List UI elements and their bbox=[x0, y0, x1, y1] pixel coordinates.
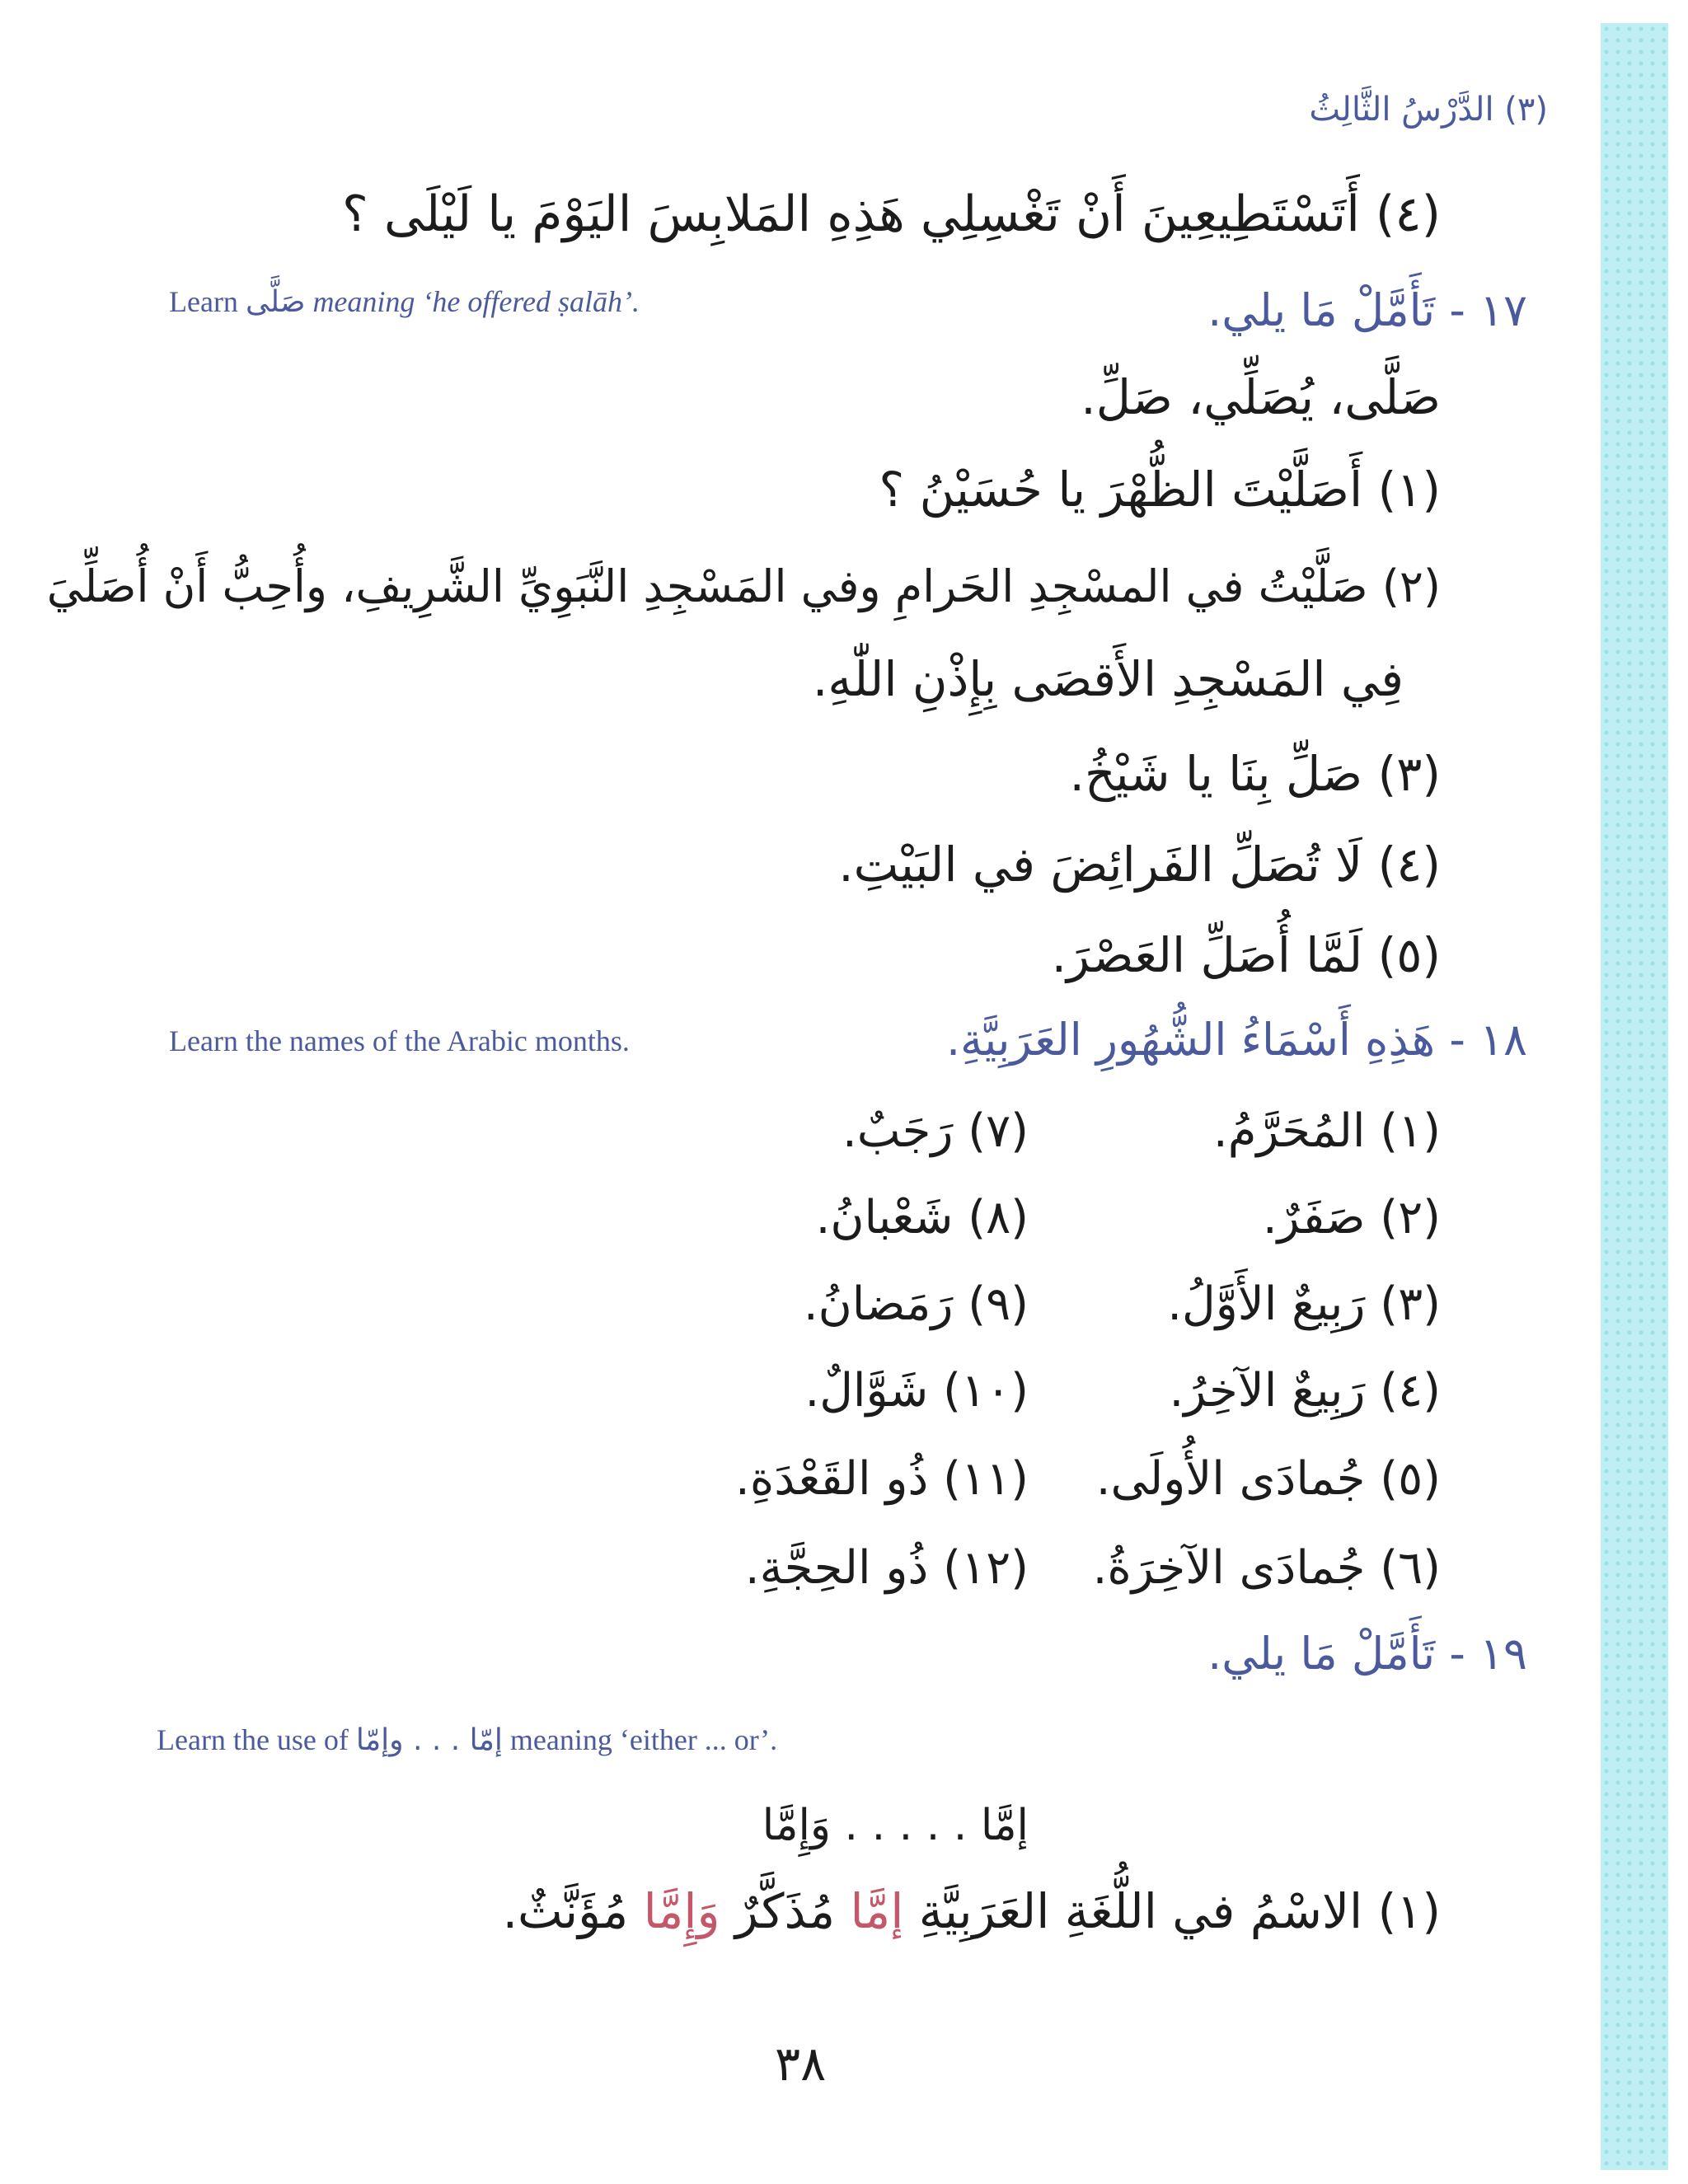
example-text: مُذَكَّرٌ bbox=[734, 1883, 836, 1939]
month-item: (١٢) ذُو الحِجَّةِ. bbox=[744, 1541, 1029, 1595]
month-item: (١٠) شَوَّالٌ. bbox=[804, 1364, 1029, 1418]
decorative-side-strip bbox=[1601, 23, 1668, 2170]
section-18-note: Learn the names of the Arabic months. bbox=[169, 1024, 630, 1057]
month-item: (٧) رَجَبٌ. bbox=[842, 1104, 1029, 1158]
page-number: ٣٨ bbox=[775, 2036, 827, 2092]
section-18-heading: ١٨ - هَذِهِ أَسْمَاءُ الشُّهُورِ العَرَبِيَّةِ. bbox=[946, 1014, 1527, 1066]
highlight-imma: إمَّا bbox=[850, 1883, 904, 1939]
list-item: (٤) لَا تُصَلِّ الفَرائِضَ في البَيْتِ. bbox=[838, 837, 1441, 893]
list-item: (٣) صَلِّ بِنَا يا شَيْخُ. bbox=[1069, 746, 1441, 802]
note-text: Learn the use of bbox=[157, 1723, 349, 1756]
verb-forms: صَلَّى، يُصَلِّي، صَلِّ. bbox=[1081, 369, 1441, 425]
example-text: (١) الاسْمُ في اللُّغَةِ العَرَبِيَّةِ bbox=[918, 1883, 1441, 1939]
note-text: Learn bbox=[169, 285, 238, 318]
either-or-pattern: إمَّا . . . . . وَإِمَّا bbox=[762, 1801, 1029, 1850]
intro-question: (٤) أَتَسْتَطِيعِينَ أَنْ تَغْسِلِي هَذِهِ المَلابِسَ اليَوْمَ يا لَيْلَى ؟ bbox=[341, 185, 1441, 243]
note-text: meaning ‘he offered ṣalāh’. bbox=[312, 285, 640, 318]
list-item: (٢) صَلَّيْتُ في المسْجِدِ الحَرامِ وفي المَسْجِدِ النَّبَوِيِّ الشَّرِيفِ، وأُحِبُّ أَنْ أُصَلِّيَ bbox=[46, 560, 1441, 612]
month-item: (٥) جُمادَى الأُولَى. bbox=[1095, 1452, 1441, 1506]
section-19-heading: ١٩ - تَأَمَّلْ مَا يلي. bbox=[1207, 1628, 1527, 1680]
section-17-heading: ١٧ - تَأَمَّلْ مَا يلي. bbox=[1207, 284, 1527, 336]
list-item: (١) أَصَلَّيْتَ الظُّهْرَ يا حُسَيْنُ ؟ bbox=[879, 462, 1441, 518]
section-17-note bbox=[169, 284, 640, 319]
list-item: (٥) لَمَّا أُصَلِّ العَصْرَ. bbox=[1051, 927, 1441, 983]
lesson-title: (٣) الدَّرْسُ الثَّالِثُ bbox=[1309, 91, 1548, 129]
month-item: (٨) شَعْبانُ. bbox=[815, 1191, 1029, 1244]
month-item: (٣) رَبِيعٌ الأَوَّلُ. bbox=[1167, 1277, 1441, 1331]
month-item: (١) المُحَرَّمُ. bbox=[1212, 1104, 1441, 1158]
month-item: (٢) صَفَرٌ. bbox=[1262, 1191, 1441, 1244]
section-19-note bbox=[157, 1722, 777, 1757]
note-arabic-word: صَلَّى bbox=[245, 285, 306, 319]
example-sentence bbox=[503, 1883, 1441, 1939]
month-item: (١١) ذُو القَعْدَةِ. bbox=[735, 1452, 1029, 1506]
highlight-waimma: وَإِمَّا bbox=[643, 1883, 720, 1939]
example-text: مُؤَنَّثٌ. bbox=[502, 1883, 629, 1939]
note-text: meaning ‘either ... or’. bbox=[509, 1723, 778, 1756]
note-arabic-word: إمّا . . . وإمّا bbox=[355, 1723, 503, 1757]
month-item: (٩) رَمَضانُ. bbox=[803, 1277, 1029, 1331]
list-item-continuation: فِي المَسْجِدِ الأَقصَى بِإِذْنِ اللّٰهِ. bbox=[812, 651, 1404, 707]
month-item: (٦) جُمادَى الآخِرَةُ. bbox=[1092, 1541, 1441, 1595]
month-item: (٤) رَبِيعٌ الآخِرُ. bbox=[1169, 1364, 1441, 1418]
